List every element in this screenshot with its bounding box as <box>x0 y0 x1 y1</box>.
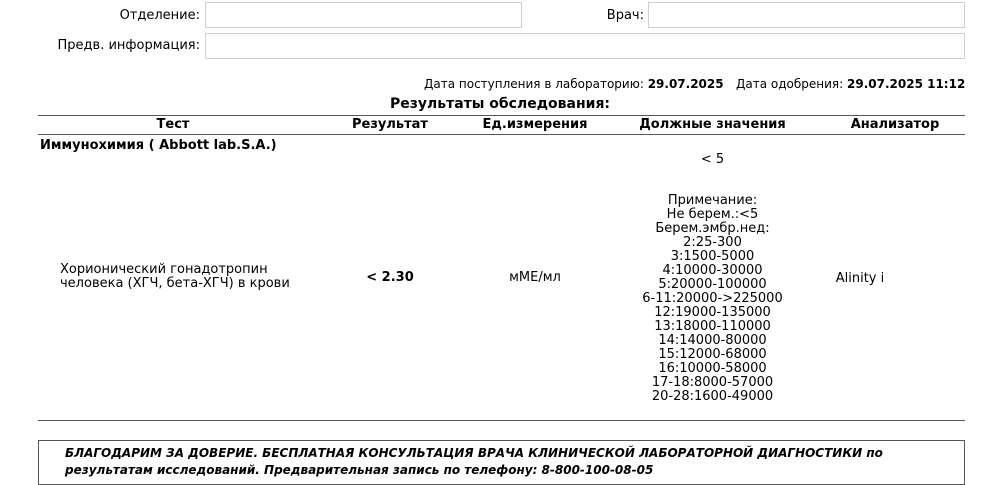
received-date-label: Дата поступления в лабораторию: <box>424 77 644 91</box>
test-name <box>60 263 320 291</box>
column-header-analyzer: Анализатор <box>850 117 940 132</box>
reference-note-line: 16:10000-58000 <box>658 361 767 376</box>
results-title: Результаты обследования: <box>389 96 611 112</box>
reference-note-line: 15:12000-68000 <box>658 347 767 362</box>
footer-line-2: результатам исследований. Предварительная запись по телефону: 8-800-100-08-05 <box>65 463 654 477</box>
table-top-rule <box>38 115 965 116</box>
table-bottom-rule <box>38 420 965 421</box>
department-label: Отделение: <box>119 8 200 23</box>
received-date <box>424 77 724 91</box>
column-header-test: Тест <box>156 117 190 132</box>
reference-note <box>620 194 805 404</box>
prelim-info-label: Предв. информация: <box>57 38 200 53</box>
test-name-line-1: Хорионический гонадотропин <box>60 262 268 277</box>
footer-notice <box>38 440 965 485</box>
reference-note-line: 12:19000-135000 <box>654 305 771 320</box>
received-date-value: 29.07.2025 <box>647 77 724 91</box>
result-value: < 2.30 <box>366 270 414 285</box>
reference-note-line: 14:14000-80000 <box>658 333 767 348</box>
reference-note-line: Примечание: <box>667 193 758 208</box>
approved-date-label: Дата одобрения: <box>736 77 844 91</box>
column-header-unit: Ед.измерения <box>482 117 588 132</box>
reference-note-line: 20-28:1600-49000 <box>651 389 774 404</box>
reference-note-line: Не берем.:<5 <box>666 207 759 222</box>
department-field[interactable] <box>205 2 522 28</box>
analyzer-value: Alinity i <box>835 271 885 286</box>
reference-note-line: 13:18000-110000 <box>654 319 771 334</box>
column-header-reference: Должные значения <box>639 117 786 132</box>
reference-note-line: 6-11:20000->225000 <box>642 291 783 306</box>
reference-note-line: 2:25-300 <box>683 235 742 250</box>
test-name-line-2: человека (ХГЧ, бета-ХГЧ) в крови <box>60 276 290 291</box>
doctor-label: Врач: <box>606 8 644 23</box>
approved-date <box>736 77 965 91</box>
approved-date-value: 29.07.2025 11:12 <box>847 77 966 91</box>
footer-line-1: БЛАГОДАРИМ ЗА ДОВЕРИЕ. БЕСПЛАТНАЯ КОНСУЛЬТАЦИЯ ВРАЧА КЛИНИЧЕСКОЙ ЛАБОРАТОРНОЙ ДИАГНОСТИКИ по <box>65 446 883 460</box>
reference-note-line: 3:1500-5000 <box>670 249 755 264</box>
doctor-field[interactable] <box>648 2 965 28</box>
unit-value: мМЕ/мл <box>509 270 561 285</box>
prelim-info-field[interactable] <box>205 33 965 59</box>
reference-main: < 5 <box>700 152 725 167</box>
reference-note-line: 5:20000-100000 <box>658 277 767 292</box>
test-group-title: Иммунохимия ( Abbott lab.S.A.) <box>40 138 277 153</box>
reference-note-line: 17-18:8000-57000 <box>651 375 774 390</box>
reference-note-line: Берем.эмбр.нед: <box>655 221 770 236</box>
reference-note-line: 4:10000-30000 <box>662 263 763 278</box>
column-header-result: Результат <box>352 117 428 132</box>
table-header-rule <box>38 134 965 135</box>
